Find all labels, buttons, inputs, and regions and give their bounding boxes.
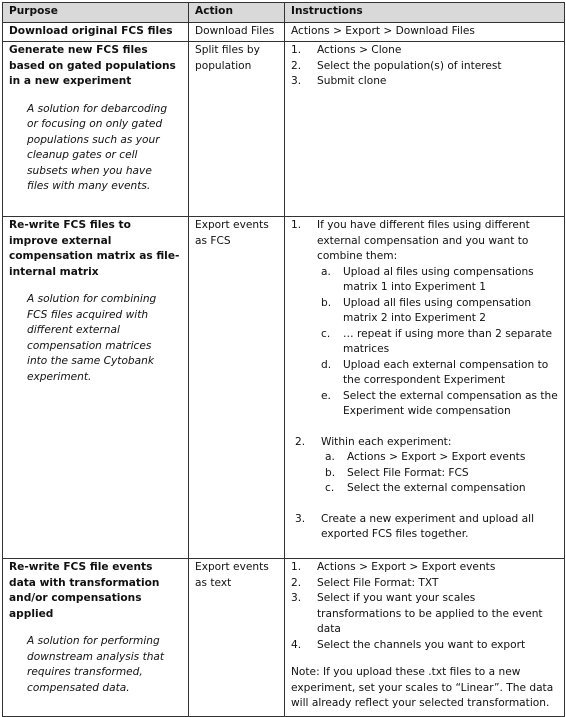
list-item (291, 435, 558, 497)
action-cell: Split files by population (189, 42, 285, 217)
step-number: 1. (291, 561, 302, 573)
list-item (317, 327, 558, 358)
sub-step-letter: a. (321, 265, 331, 278)
step-text: Within each experiment: (321, 435, 452, 448)
step-text: Actions > Export > Export events (317, 561, 496, 573)
step-text: Submit clone (317, 75, 387, 87)
steps-list (291, 218, 558, 543)
list-item (291, 59, 558, 75)
header-purpose: Purpose (3, 3, 189, 23)
sub-step-text: Upload all files using compensation matrix 2 into Experiment 2 (343, 296, 532, 324)
sub-step-letter: c. (321, 327, 331, 340)
purpose-title: Generate new FCS files based on gated populations in a new experiment (9, 44, 176, 87)
table-header-row (3, 3, 565, 23)
purpose-cell (3, 559, 189, 717)
step-number: 1. (291, 44, 302, 56)
purpose-title: Download original FCS files (9, 24, 173, 37)
spacer (291, 497, 558, 512)
sub-step-letter: e. (321, 389, 331, 402)
list-item (291, 512, 558, 543)
step-number: 2. (295, 435, 306, 448)
instructions-cell (285, 217, 565, 559)
sub-step-text: Select File Format: FCS (347, 466, 469, 479)
list-item (317, 358, 558, 389)
sub-step-text: Actions > Export > Export events (347, 451, 526, 463)
purpose-title: Re-write FCS files to improve external compensation matrix as file-internal matrix (9, 219, 180, 278)
table-row (3, 42, 565, 217)
header-instructions: Instructions (285, 3, 565, 23)
step-text: If you have different files using different external compensation and you want to combine them: (317, 219, 530, 262)
sub-step-letter: a. (325, 451, 335, 463)
sub-step-letter: d. (321, 358, 332, 371)
purpose-cell (3, 42, 189, 217)
instructions-cell (285, 559, 565, 717)
list-item (317, 265, 558, 296)
list-item (291, 576, 558, 592)
step-number: 1. (291, 219, 302, 231)
steps-list (291, 560, 558, 653)
sub-step-text: Upload al files using compensations matrix 1 into Experiment 1 (343, 265, 534, 293)
sub-step-text: Select the external compensation (347, 482, 526, 494)
step-text: Select the channels you want to export (317, 638, 526, 651)
sub-step-letter: b. (321, 296, 332, 309)
step-text: Select if you want your scales transformations to be applied to the event data (317, 592, 543, 635)
header-action: Action (189, 3, 285, 23)
step-text: Create a new experiment and upload all exported FCS files together. (321, 512, 535, 540)
purpose-description: A solution for combining FCS files acquired with different external compensation matrices into the same Cytobank experiment. (27, 293, 157, 383)
list-item (291, 638, 558, 654)
list-item (291, 74, 558, 90)
sub-step-letter: b. (325, 466, 336, 479)
purpose-title: Re-write FCS file events data with transformation and/or compensations applied (9, 561, 160, 620)
list-item (291, 560, 558, 576)
action-cell: Export events as FCS (189, 217, 285, 559)
table-row (3, 559, 565, 717)
steps-list (291, 43, 558, 90)
action-cell: Download Files (189, 22, 285, 42)
action-cell: Export events as text (189, 559, 285, 717)
list-item (321, 466, 558, 482)
list-item (291, 43, 558, 59)
sub-steps-list (317, 265, 558, 420)
step-text: Select File Format: TXT (317, 576, 439, 589)
instructions-cell: Actions > Export > Download Files (285, 22, 565, 42)
step-number: 2. (291, 576, 302, 589)
sub-steps-list (321, 450, 558, 497)
spacer (291, 420, 558, 435)
list-item (321, 481, 558, 497)
list-item (291, 591, 558, 638)
purpose-description: A solution for debarcoding or focusing on only gated populations such as your cleanup gates or cell subsets when you have files with many events. (27, 102, 168, 192)
purpose-description: A solution for performing downstream analysis that requires transformed, compensated data. (27, 635, 165, 694)
instructions-table (2, 2, 565, 717)
table-row (3, 217, 565, 559)
step-number: 3. (291, 75, 302, 87)
step-number: 3. (291, 592, 302, 604)
sub-step-text: Select the external compensation as the Experiment wide compensation (343, 389, 558, 417)
sub-step-text: … repeat if using more than 2 separate matrices (343, 327, 553, 355)
list-item (317, 389, 558, 420)
note-text: Note: If you upload these .txt files to a new experiment, set your scales to “Linear”. The data will already reflect your selected transformation. (291, 666, 554, 709)
step-text: Actions > Clone (317, 44, 402, 56)
list-item (291, 218, 558, 420)
step-text: Select the population(s) of interest (317, 59, 502, 72)
step-number: 2. (291, 59, 302, 72)
table-row (3, 22, 565, 42)
purpose-cell (3, 22, 189, 42)
step-number: 3. (295, 512, 306, 525)
step-number: 4. (291, 638, 302, 651)
sub-step-text: Upload each external compensation to the correspondent Experiment (343, 358, 549, 386)
purpose-cell (3, 217, 189, 559)
sub-step-letter: c. (325, 482, 335, 494)
list-item (317, 296, 558, 327)
instructions-cell (285, 42, 565, 217)
list-item (321, 450, 558, 466)
